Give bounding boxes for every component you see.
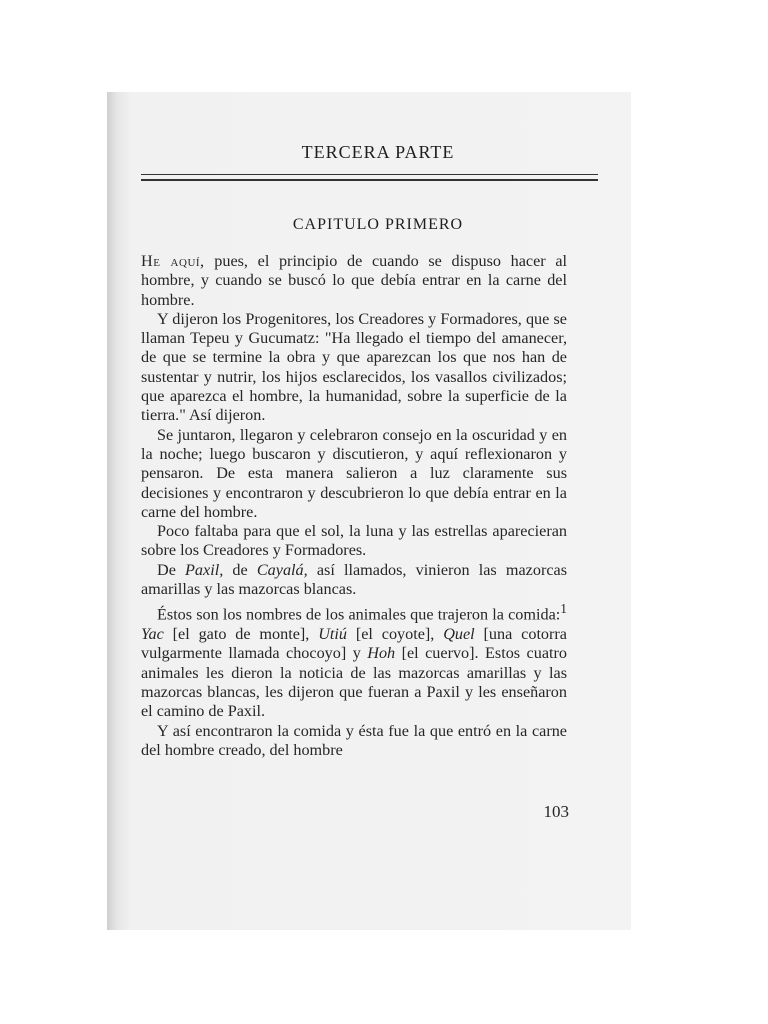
- place-name-paxil: Paxil,: [185, 560, 224, 579]
- paragraph-2: Y dijeron los Progenitores, los Creadores y Formadores, que se llaman Tepeu y Gucumatz: "Ha llegado el tiempo del amanecer, de que se termine la obra y que aparezcan los que nos han de sustentar y nutrir, los hijos esclarecidos, los vasallos civilizados; que aparezca el hombre, la humanidad, sobre la superficie de la tierra." Así dijeron.: [141, 309, 567, 425]
- scanned-page: [107, 92, 631, 930]
- text-run: [una cotorra vulgarmente llamada chocoyo] y: [141, 625, 567, 663]
- text-run: de: [223, 560, 257, 579]
- animal-name-quel: Quel: [443, 625, 475, 644]
- chapter-title: CAPITULO PRIMERO: [292, 216, 464, 233]
- text-run: [el coyote],: [346, 625, 444, 644]
- paragraph-7: Y así encontraron la comida y ésta fue la que entró en la carne del hombre creado, del hombre: [141, 721, 567, 759]
- body-text: [141, 252, 567, 760]
- animal-name-yac: Yac: [141, 625, 164, 644]
- text-run: Éstos son los nombres de los animales que trajeron la comida:: [157, 605, 561, 624]
- text-run: [el gato de monte],: [163, 625, 319, 644]
- text-run: así llamados, vinieron las mazorcas amarillas y las mazorcas blancas.: [141, 560, 568, 599]
- text-run: [el cuervo]. Estos cuatro animales les dieron la noticia de las mazorcas amarillas y las mazorcas blancas, les dijeron que fueran a Paxil y les enseñaron el camino de Paxil.: [141, 644, 567, 721]
- place-name-cayala: Cayalá,: [256, 560, 308, 579]
- paragraph-3: Se juntaron, llegaron y celebraron consejo en la oscuridad y en la noche; luego buscaron y discutieron, y aquí reflexionaron y pensaron. De esta manera salieron a luz claramente sus decisiones y encontraron y descubrieron lo que debía entrar en la carne del hombre.: [141, 425, 567, 521]
- animal-name-utiu: Utiú: [318, 625, 347, 644]
- paragraph-6: [141, 599, 567, 721]
- text-run: De: [157, 560, 186, 579]
- footnote-marker: 1: [560, 601, 567, 617]
- page-number: 103: [543, 802, 569, 821]
- paragraph-4: Poco faltaba para que el sol, la luna y las estrellas aparecieran sobre los Creadores y Formadores.: [141, 522, 567, 560]
- running-head: TERCERA PARTE: [301, 142, 455, 162]
- animal-name-hoh: Hoh: [367, 644, 396, 663]
- paragraph-5: [141, 561, 567, 600]
- paragraph-lead: He aquí,: [141, 252, 205, 270]
- paragraph-1: [141, 252, 567, 310]
- header-rule-bottom: [141, 179, 598, 181]
- paragraph-text: pues, el principio de cuando se dispuso hacer al hombre, y cuando se buscó lo que debía entrar en la carne del hombre.: [141, 252, 568, 309]
- header-rule-top: [141, 174, 598, 175]
